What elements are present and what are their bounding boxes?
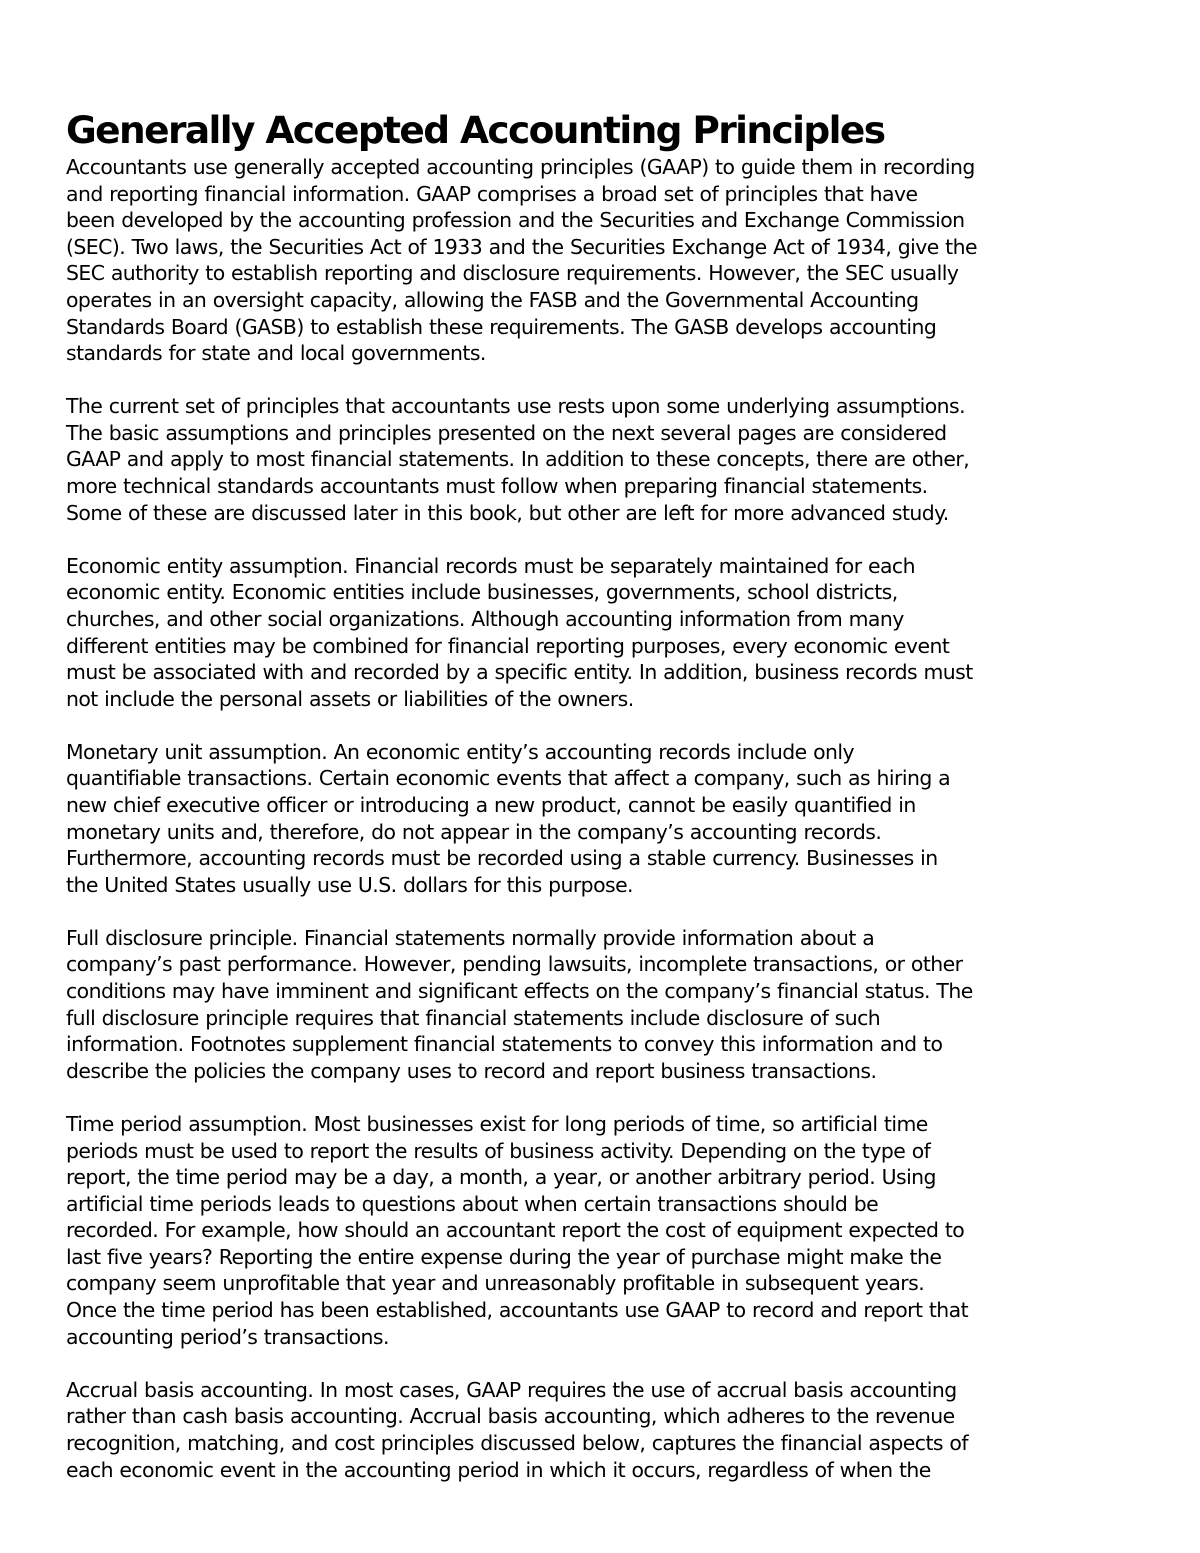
paragraph-line: monetary units and, therefore, do not appear in the company’s accounting records.: [66, 819, 882, 844]
paragraph-gaap-intro: [66, 154, 1041, 367]
paragraph-line: Furthermore, accounting records must be recorded using a stable currency. Businesses in: [66, 846, 938, 871]
paragraph-line: Standards Board (GASB) to establish these requirements. The GASB develops accounting: [66, 314, 937, 339]
paragraph-line: The basic assumptions and principles presented on the next several pages are considered: [66, 420, 947, 445]
paragraph-line: Time period assumption. Most businesses exist for long periods of time, so artificial time: [66, 1111, 928, 1136]
paragraph-line: must be associated with and recorded by a specific entity. In addition, business records must: [66, 660, 973, 685]
paragraph-line: Accountants use generally accepted accounting principles (GAAP) to guide them in recording: [66, 155, 975, 179]
paragraph-line: recognition, matching, and cost principles discussed below, captures the financial aspects of: [66, 1430, 968, 1455]
paragraph-line: The current set of principles that accountants use rests upon some underlying assumptions.: [66, 394, 966, 419]
paragraph-line: been developed by the accounting profession and the Securities and Exchange Commission: [66, 208, 965, 233]
paragraph-line: rather than cash basis accounting. Accrual basis accounting, which adheres to the revenue: [66, 1404, 955, 1429]
paragraph-full-disclosure: [66, 925, 1041, 1085]
paragraph-line: quantifiable transactions. Certain economic events that affect a company, such as hiring a: [66, 766, 951, 791]
paragraph-line: accounting period’s transactions.: [66, 1324, 389, 1349]
paragraph-line: churches, and other social organizations. Although accounting information from many: [66, 606, 904, 631]
paragraph-line: periods must be used to report the results of business activity. Depending on the type of: [66, 1138, 931, 1163]
paragraph-line: each economic event in the accounting period in which it occurs, regardless of when the: [66, 1457, 931, 1482]
paragraph-line: Monetary unit assumption. An economic entity’s accounting records include only: [66, 739, 854, 764]
paragraph-line: Accrual basis accounting. In most cases, GAAP requires the use of accrual basis accounting: [66, 1377, 957, 1402]
paragraph-line: more technical standards accountants must follow when preparing financial statements.: [66, 474, 928, 499]
paragraph-line: report, the time period may be a day, a month, a year, or another arbitrary period. Using: [66, 1165, 936, 1190]
paragraph-line: company’s past performance. However, pending lawsuits, incomplete transactions, or other: [66, 952, 963, 977]
paragraph-line: company seem unprofitable that year and unreasonably profitable in subsequent years.: [66, 1271, 925, 1296]
paragraph-time-period: [66, 1111, 1041, 1350]
paragraph-monetary-unit: [66, 739, 1041, 899]
paragraph-line: full disclosure principle requires that financial statements include disclosure of such: [66, 1005, 881, 1030]
paragraph-line: the United States usually use U.S. dollars for this purpose.: [66, 872, 633, 897]
paragraph-line: describe the policies the company uses to record and report business transactions.: [66, 1058, 877, 1083]
document-title: Generally Accepted Accounting Principles: [66, 108, 885, 152]
paragraph-line: Full disclosure principle. Financial statements normally provide information about a: [66, 925, 875, 950]
paragraph-line: conditions may have imminent and significant effects on the company’s financial status. The: [66, 979, 973, 1004]
paragraph-line: standards for state and local governments.: [66, 341, 486, 366]
paragraph-line: and reporting financial information. GAAP comprises a broad set of principles that have: [66, 181, 918, 206]
paragraph-line: economic entity. Economic entities include businesses, governments, school districts,: [66, 580, 898, 605]
paragraph-line: SEC authority to establish reporting and disclosure requirements. However, the SEC usually: [66, 261, 959, 286]
paragraph-line: new chief executive officer or introducing a new product, cannot be easily quantified in: [66, 792, 916, 817]
paragraph-line: Economic entity assumption. Financial records must be separately maintained for each: [66, 553, 915, 578]
paragraph-line: different entities may be combined for financial reporting purposes, every economic event: [66, 633, 950, 658]
paragraph-accrual-basis: [66, 1377, 1041, 1483]
paragraph-line: Once the time period has been established, accountants use GAAP to record and report that: [66, 1298, 969, 1323]
paragraph-line: GAAP and apply to most financial statements. In addition to these concepts, there are other,: [66, 447, 970, 472]
paragraph-line: not include the personal assets or liabilities of the owners.: [66, 686, 634, 711]
paragraph-line: information. Footnotes supplement financial statements to convey this information and to: [66, 1032, 943, 1057]
paragraph-line: last five years? Reporting the entire expense during the year of purchase might make the: [66, 1244, 942, 1269]
paragraph-line: recorded. For example, how should an accountant report the cost of equipment expected to: [66, 1218, 965, 1243]
paragraph-line: artificial time periods leads to questions about when certain transactions should be: [66, 1191, 879, 1216]
paragraph-line: operates in an oversight capacity, allowing the FASB and the Governmental Accounting: [66, 287, 919, 312]
paragraph-assumptions: [66, 393, 1041, 526]
document-page: [66, 106, 1041, 1510]
paragraph-line: Some of these are discussed later in this book, but other are left for more advanced study.: [66, 500, 949, 525]
paragraph-line: (SEC). Two laws, the Securities Act of 1933 and the Securities Exchange Act of 1934, give the: [66, 234, 977, 259]
paragraph-economic-entity: [66, 553, 1041, 713]
